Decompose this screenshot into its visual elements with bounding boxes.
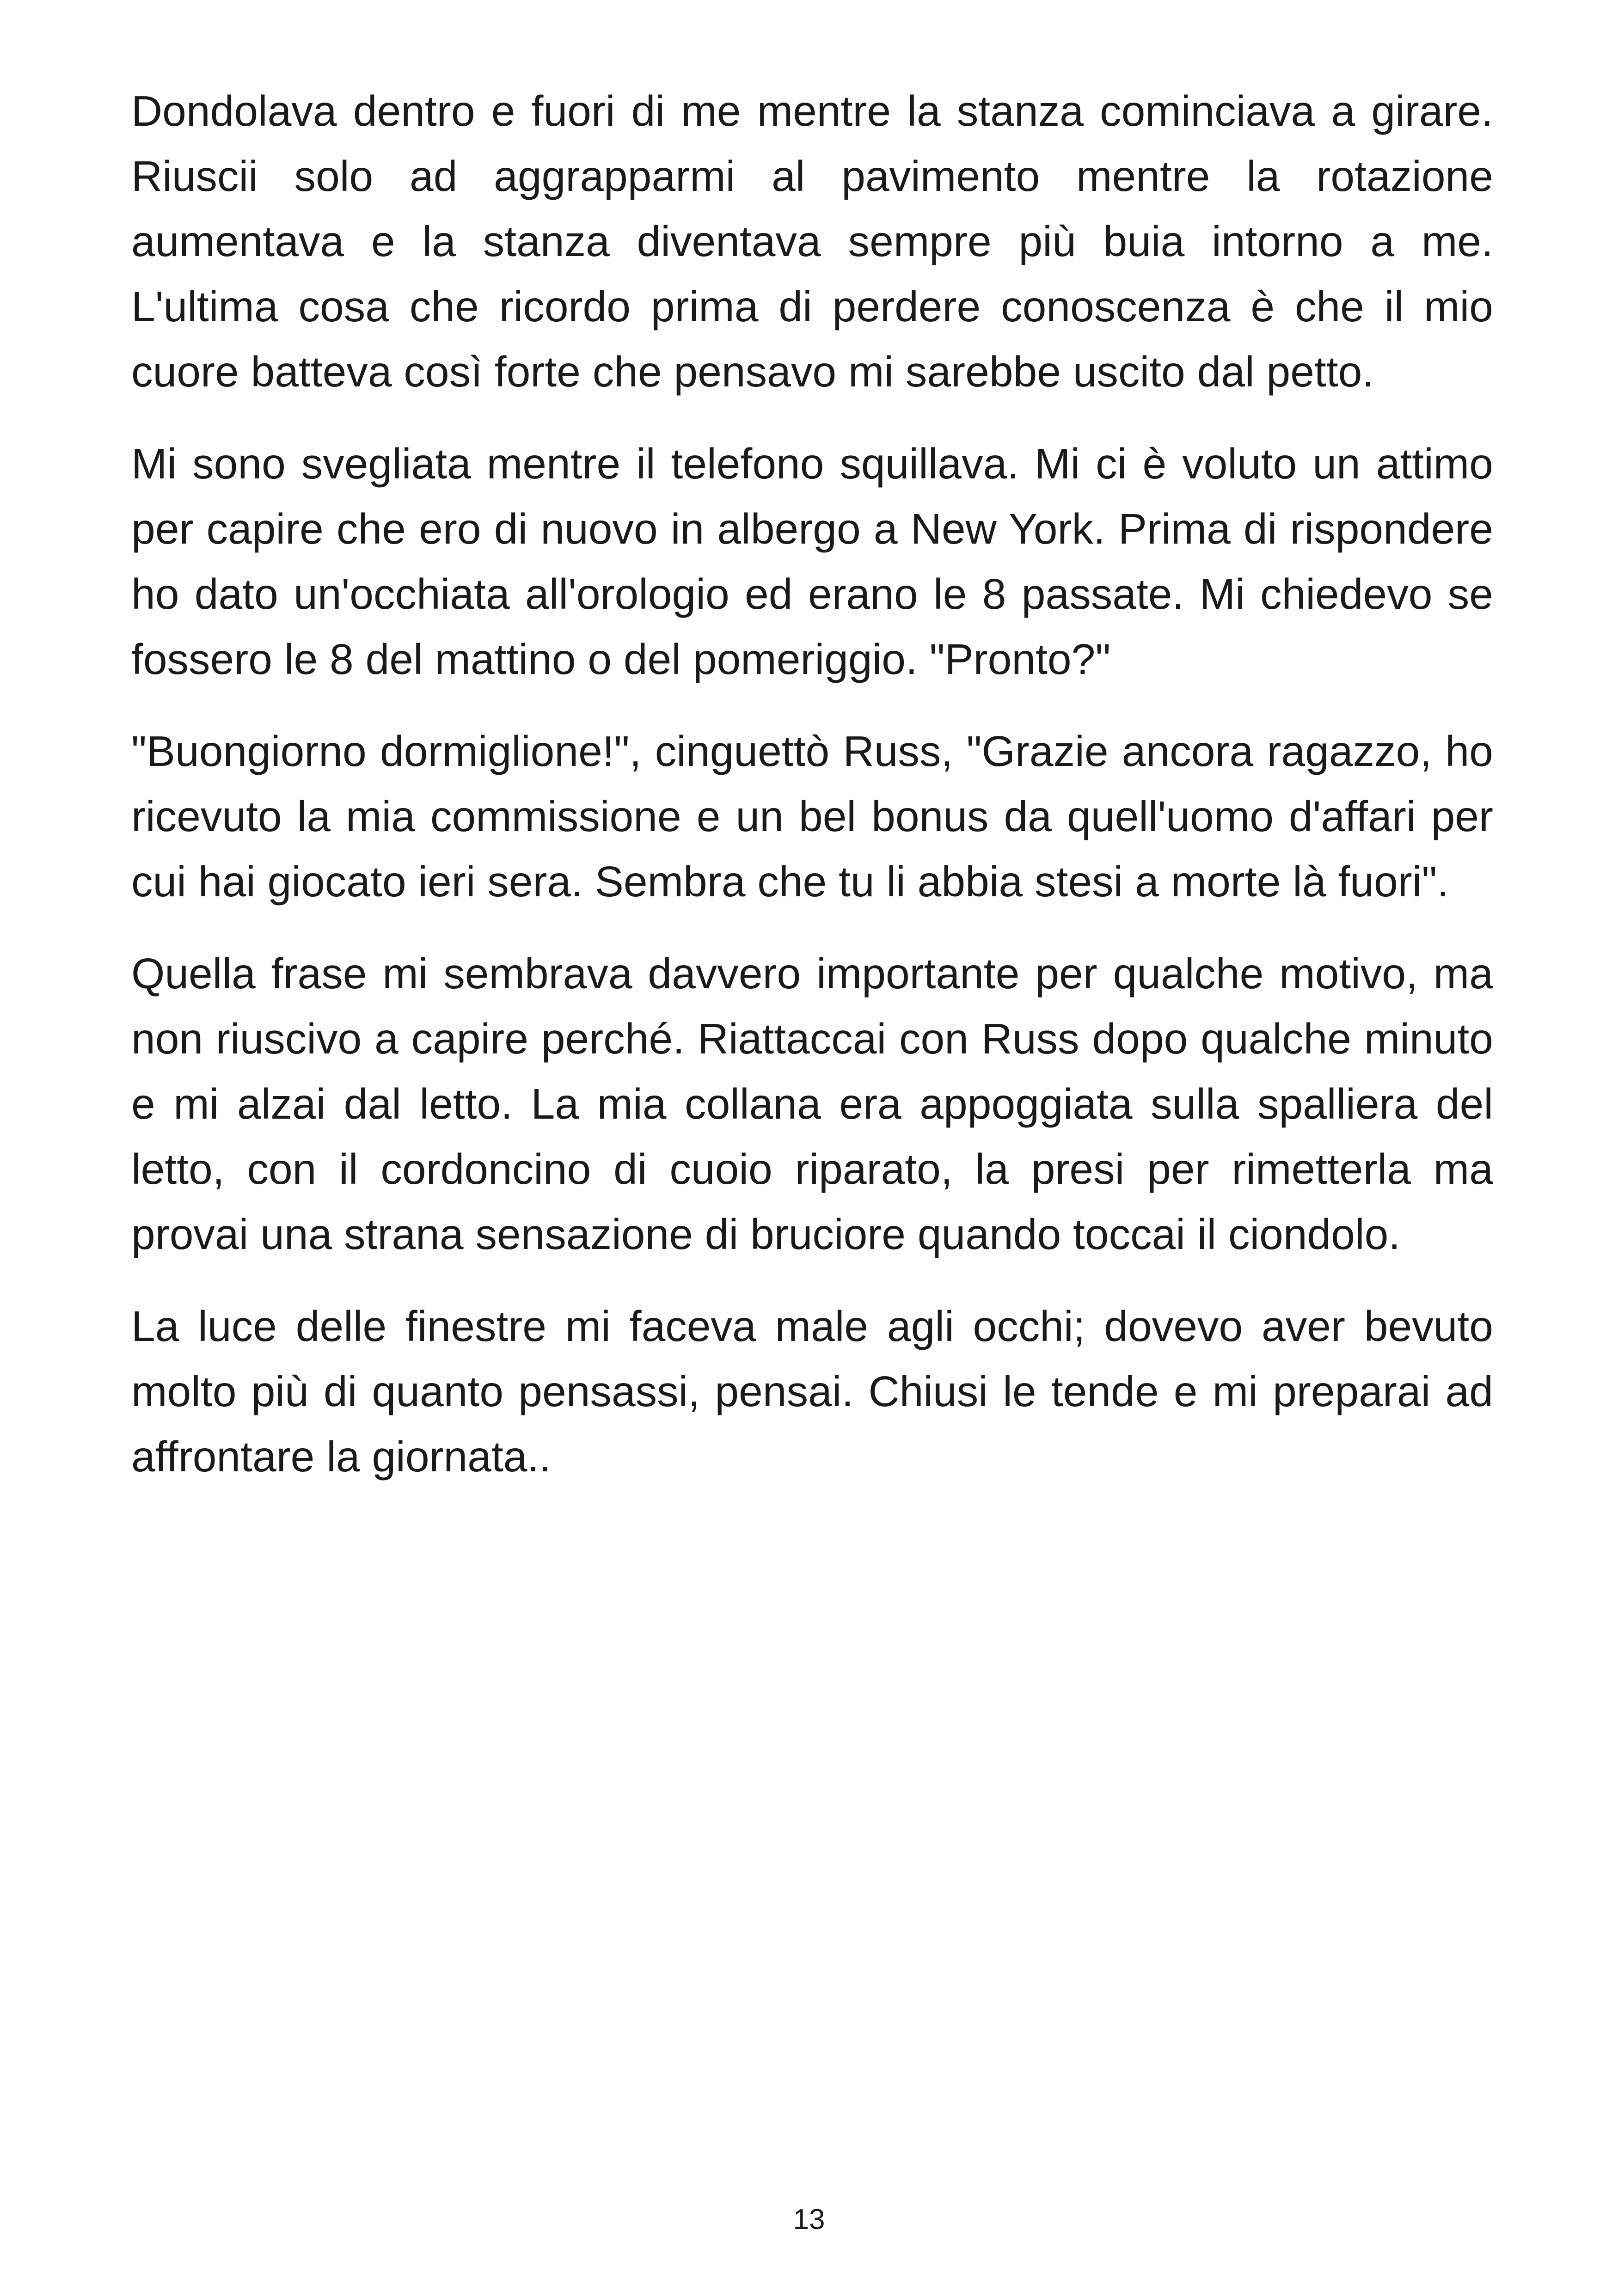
body-text bbox=[131, 79, 1493, 1516]
paragraph-2: Mi sono svegliata mentre il telefono squillava. Mi ci è voluto un attimo per capire che ero di nuovo in albergo a New York. Prima di rispondere ho dato un'occhiata all'orologio ed erano le 8 passate. Mi chiedevo se fossero le 8 del mattino o del pomeriggio. "Pronto?" bbox=[131, 440, 1493, 683]
page-number: 13 bbox=[793, 2204, 825, 2235]
paragraph-3: "Buongiorno dormiglione!", cinguettò Russ, "Grazie ancora ragazzo, ho ricevuto la mia commissione e un bel bonus da quell'uomo d'affari per cui hai giocato ieri sera. Sembra che tu li abbia stesi a morte là fuori". bbox=[131, 727, 1493, 906]
paragraph-5: La luce delle finestre mi faceva male agli occhi; dovevo aver bevuto molto più di quanto pensassi, pensai. Chiusi le tende e mi preparai ad affrontare la giornata.. bbox=[131, 1302, 1493, 1481]
paragraph-4: Quella frase mi sembrava davvero importante per qualche motivo, ma non riuscivo a capire perché. Riattaccai con Russ dopo qualche minuto e mi alzai dal letto. La mia collana era appoggiata sulla spalliera del letto, con il cordoncino di cuoio riparato, la presi per rimetterla ma provai una strana sensazione di bruciore quando toccai il ciondolo. bbox=[131, 949, 1493, 1258]
paragraph-1: Dondolava dentro e fuori di me mentre la stanza cominciava a girare. Riuscii solo ad aggrapparmi al pavimento mentre la rotazione aumentava e la stanza diventava sempre più buia intorno a me. L'ultima cosa che ricordo prima di perdere conoscenza è che il mio cuore batteva così forte che pensavo mi sarebbe uscito dal petto. bbox=[131, 87, 1493, 396]
